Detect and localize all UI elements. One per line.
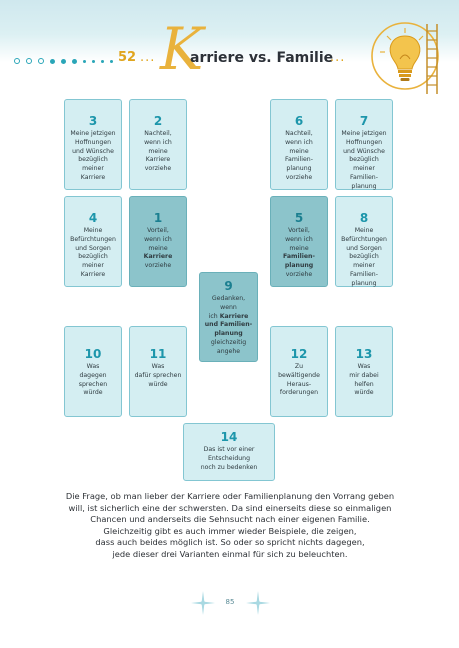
body-line: jede dieser drei Varianten einmal für sich zu beleuchten. bbox=[112, 548, 348, 559]
card-number: 3 bbox=[88, 114, 98, 128]
body-line: Gleichzeitig gibt es auch immer wieder Beispiele, die zeigen, bbox=[103, 525, 357, 536]
card-6 bbox=[270, 99, 328, 190]
card-1 bbox=[129, 196, 187, 287]
card-number: 6 bbox=[294, 114, 304, 128]
page-number: 85 bbox=[225, 598, 235, 606]
header-dot-row bbox=[14, 57, 113, 65]
chapter-number: 52 bbox=[118, 50, 137, 65]
card-text: Was mir dabei helfen würde bbox=[349, 363, 379, 397]
dot-ornament bbox=[92, 60, 95, 63]
dot-ornament bbox=[14, 58, 20, 64]
body-line: Chancen und anderseits die Sehnsucht nach einer eigenen Familie. bbox=[90, 514, 370, 525]
card-number: 13 bbox=[355, 347, 373, 361]
card-text: Was dagegen sprechen würde bbox=[78, 363, 108, 397]
card-number: 14 bbox=[220, 430, 238, 444]
card-8 bbox=[335, 196, 393, 287]
card-number: 4 bbox=[88, 211, 98, 225]
card-9 bbox=[199, 272, 258, 362]
card-7 bbox=[335, 99, 393, 190]
card-3 bbox=[64, 99, 122, 190]
card-number: 10 bbox=[84, 347, 102, 361]
dot-ornament bbox=[101, 60, 104, 63]
card-text: Meine Befürchtungen und Sorgen bezüglich meiner Karriere bbox=[70, 227, 116, 278]
body-line: Die Frage, ob man lieber der Karriere oder Familienplanung den Vorrang geben bbox=[65, 491, 395, 501]
card-text: Meine jetzigen Hoffnungen und Wünsche bezüglich meiner Familien- planung bbox=[341, 130, 387, 190]
card-text: Das ist vor einer Entscheidung noch zu bedenken bbox=[200, 446, 258, 471]
card-number: 7 bbox=[359, 114, 369, 128]
card-14 bbox=[183, 423, 275, 481]
title-initial: K bbox=[160, 15, 204, 83]
card-text: Was dafür sprechen würde bbox=[134, 363, 182, 388]
card-text: Nachteil, wenn ich meine Karriere vorziehe bbox=[144, 130, 172, 173]
card-number: 11 bbox=[149, 347, 167, 361]
page-title: arriere vs. Familie bbox=[190, 50, 334, 66]
card-11 bbox=[129, 326, 187, 417]
card-number: 9 bbox=[224, 279, 233, 293]
card-number: 1 bbox=[153, 211, 163, 225]
card-number: 2 bbox=[153, 114, 163, 128]
card-2 bbox=[129, 99, 187, 190]
dot-ornament bbox=[38, 58, 44, 64]
dot-ornament bbox=[110, 60, 113, 63]
card-text: Meine jetzigen Hoffnungen und Wünsche bezüglich meiner Karriere bbox=[70, 130, 116, 181]
title-dots-left: ... bbox=[140, 50, 156, 65]
card-text: Vorteil, wenn ich meine Familien- planung vorziehe bbox=[282, 227, 316, 278]
dot-ornament bbox=[61, 59, 66, 64]
card-5 bbox=[270, 196, 328, 287]
card-4 bbox=[64, 196, 122, 287]
dot-ornament bbox=[83, 60, 86, 63]
compass-star-icon bbox=[191, 591, 215, 615]
card-12 bbox=[270, 326, 328, 417]
card-text: Nachteil, wenn ich meine Familien- planung vorziehe bbox=[285, 130, 313, 181]
title-dots-right: ... bbox=[330, 50, 346, 65]
dot-ornament bbox=[26, 58, 32, 64]
card-text: Gedanken, wenn ich Karriere und Familien- planung gleichzeitig angehe bbox=[204, 295, 253, 355]
dot-ornament bbox=[72, 59, 77, 64]
card-text: Zu bewältigende Heraus- forderungen bbox=[278, 363, 320, 397]
card-number: 8 bbox=[359, 211, 369, 225]
card-text: Vorteil, wenn ich meine Karriere vorziehe bbox=[143, 227, 173, 270]
body-line: will, ist sicherlich eine der schwersten. Da sind einerseits diese so einmaligen bbox=[68, 502, 392, 513]
card-text: Meine Befürchtungen und Sorgen bezüglich meiner Familien- planung bbox=[341, 227, 387, 287]
body-line: dass auch beides möglich ist. So oder so spricht nichts dagegen, bbox=[95, 537, 365, 548]
dot-ornament bbox=[50, 59, 55, 64]
body-paragraph bbox=[40, 491, 420, 561]
card-13 bbox=[335, 326, 393, 417]
card-number: 12 bbox=[290, 347, 308, 361]
card-number: 5 bbox=[294, 211, 304, 225]
card-10 bbox=[64, 326, 122, 417]
lightbulb-ladder-icon bbox=[369, 16, 449, 96]
